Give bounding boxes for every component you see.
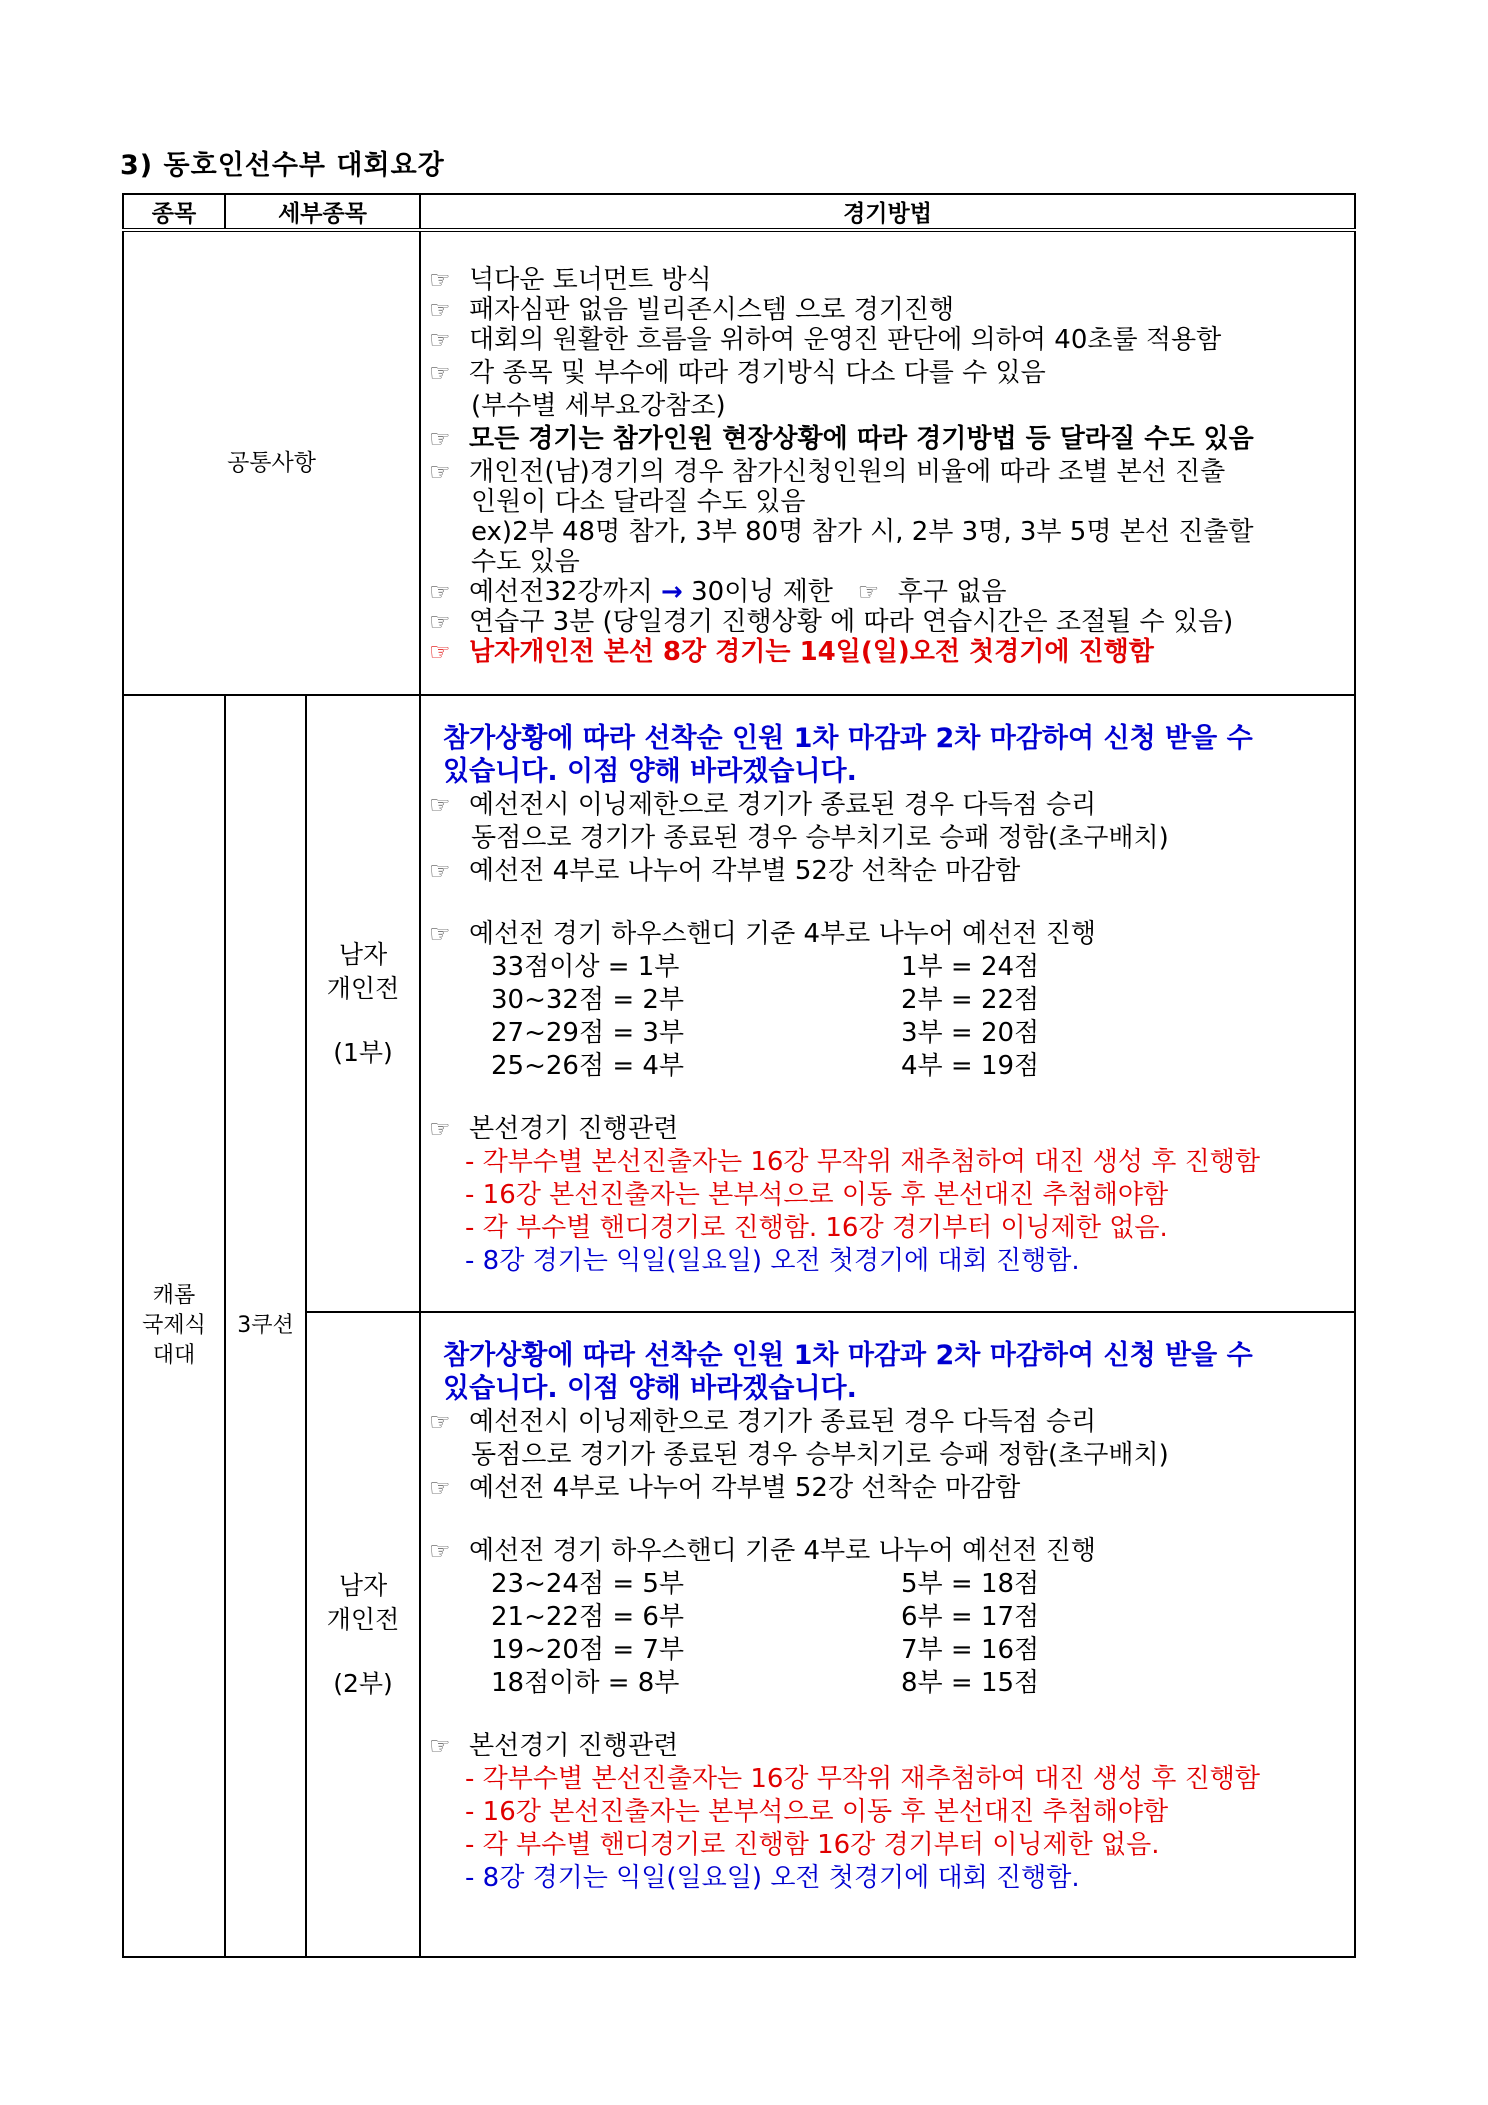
hand-icon: ☞ [429, 1474, 451, 1502]
notice-line: 참가상황에 따라 선착순 인원 1차 마감과 2차 마감하여 신청 받을 수 [443, 723, 1253, 754]
handicap-score: 1부 = 24점 [901, 952, 1040, 982]
hand-icon: ☞ [429, 857, 451, 885]
rule-line: 예선전 4부로 나누어 각부별 52강 선착순 마감함 [469, 1473, 1021, 1503]
division-1-label [306, 695, 420, 1312]
hand-icon: ☞ [429, 458, 451, 486]
rule-line: 예선전시 이닝제한으로 경기가 종료된 경우 다득점 승리 [469, 1407, 1097, 1437]
handicap-range: 27~29점 = 3부 [491, 1018, 685, 1048]
common-line: 인원이 다소 달라질 수도 있음 [471, 487, 806, 517]
handicap-range: 30~32점 = 2부 [491, 985, 685, 1015]
handicap-range: 19~20점 = 7부 [491, 1635, 685, 1665]
division-label-line: (1부) [333, 1037, 393, 1067]
handicap-row [429, 1018, 1354, 1051]
division-2-content [420, 1312, 1355, 1957]
hand-icon: ☞ [429, 1408, 451, 1436]
hand-icon: ☞ [429, 296, 451, 324]
hand-icon: ☞ [429, 791, 451, 819]
hand-icon: ☞ [429, 608, 451, 636]
section-title: 3) 동호인선수부 대회요강 [120, 150, 445, 181]
hand-icon: ☞ [429, 1732, 451, 1760]
division-label-line: (2부) [333, 1668, 393, 1698]
rule-line: 동점으로 경기가 종료된 경우 승부치기로 승패 정함(초구배치) [471, 1440, 1169, 1470]
hand-icon: ☞ [429, 638, 451, 666]
main-line: - 각부수별 본선진출자는 16강 무작위 재추첨하여 대진 생성 후 진행함 [465, 1147, 1260, 1177]
rule-line: 예선전 경기 하우스핸디 기준 4부로 나누어 예선전 진행 [469, 1536, 1096, 1566]
division-2-row [123, 1312, 1355, 1957]
main-title: 본선경기 진행관련 [469, 1114, 679, 1144]
handicap-row [429, 1668, 1354, 1701]
header-method: 경기방법 [420, 194, 1355, 230]
common-line: 대회의 원활한 흐름을 위하여 운영진 판단에 의하여 40초룰 적용함 [469, 325, 1222, 355]
common-line: ex)2부 48명 참가, 3부 80명 참가 시, 2부 3명, 3부 5명 본선 진출할 [471, 517, 1254, 547]
header-event: 종목 [123, 194, 225, 230]
main-line: - 각부수별 본선진출자는 16강 무작위 재추첨하여 대진 생성 후 진행함 [465, 1764, 1260, 1794]
division-label-line: 개인전 [326, 1604, 400, 1634]
handicap-row [429, 952, 1354, 985]
handicap-row [429, 1635, 1354, 1668]
notice-line: 참가상황에 따라 선착순 인원 1차 마감과 2차 마감하여 신청 받을 수 [443, 1340, 1253, 1371]
main-title: 본선경기 진행관련 [469, 1731, 679, 1761]
event-sub: 3쿠션 [225, 695, 306, 1957]
hand-icon: ☞ [857, 578, 880, 606]
hand-icon: ☞ [429, 326, 451, 354]
handicap-score: 3부 = 20점 [901, 1018, 1040, 1048]
common-content [420, 230, 1355, 695]
arrow-icon: → [661, 577, 683, 607]
main-line: - 8강 경기는 익일(일요일) 오전 첫경기에 대회 진행함. [465, 1246, 1080, 1276]
common-line: 후구 없음 [897, 577, 1007, 607]
division-label-line: 개인전 [326, 973, 400, 1003]
common-line: 30이닝 제한 [691, 577, 833, 607]
common-line: 각 종목 및 부수에 따라 경기방식 다소 다를 수 있음 [469, 358, 1046, 388]
common-row [123, 230, 1355, 695]
main-line: - 각 부수별 핸디경기로 진행함 16강 경기부터 이닝제한 없음. [465, 1830, 1160, 1860]
category-line: 대대 [152, 1343, 196, 1368]
common-line: 연습구 3분 (당일경기 진행상황 에 따라 연습시간은 조절될 수 있음) [469, 607, 1234, 637]
handicap-range: 18점이하 = 8부 [491, 1668, 680, 1698]
hand-icon: ☞ [429, 1537, 451, 1565]
common-line: (부수별 세부요강참조) [471, 391, 726, 421]
handicap-range: 23~24점 = 5부 [491, 1569, 685, 1599]
handicap-score: 5부 = 18점 [901, 1569, 1040, 1599]
rules-table [122, 193, 1356, 1958]
notice-line: 있습니다. 이점 양해 바라겠습니다. [443, 1373, 857, 1404]
division-1-content [420, 695, 1355, 1312]
common-line: 예선전32강까지 [469, 577, 653, 607]
handicap-score: 2부 = 22점 [901, 985, 1040, 1015]
rule-line: 예선전시 이닝제한으로 경기가 종료된 경우 다득점 승리 [469, 790, 1097, 820]
main-line: - 8강 경기는 익일(일요일) 오전 첫경기에 대회 진행함. [465, 1863, 1080, 1893]
rule-line: 동점으로 경기가 종료된 경우 승부치기로 승패 정함(초구배치) [471, 823, 1169, 853]
category-line: 국제식 [142, 1313, 206, 1338]
handicap-range: 33점이상 = 1부 [491, 952, 680, 982]
common-label: 공통사항 [123, 230, 420, 695]
division-label-line: 남자 [338, 1570, 388, 1600]
handicap-score: 8부 = 15점 [901, 1668, 1040, 1698]
main-line: - 16강 본선진출자는 본부석으로 이동 후 본선대진 추첨해야함 [465, 1797, 1169, 1827]
handicap-score: 4부 = 19점 [901, 1051, 1040, 1081]
common-line: 넉다운 토너먼트 방식 [469, 265, 712, 295]
common-line: 패자심판 없음 빌리존시스템 으로 경기진행 [469, 295, 955, 325]
hand-icon: ☞ [429, 578, 451, 606]
handicap-row [429, 1051, 1354, 1084]
handicap-range: 21~22점 = 6부 [491, 1602, 685, 1632]
table-header-row [123, 194, 1355, 230]
hand-icon: ☞ [429, 266, 451, 294]
hand-icon: ☞ [429, 425, 451, 453]
rule-line: 예선전 4부로 나누어 각부별 52강 선착순 마감함 [469, 856, 1021, 886]
common-line: 개인전(남)경기의 경우 참가신청인원의 비율에 따라 조별 본선 진출 [469, 457, 1226, 487]
division-2-label [306, 1312, 420, 1957]
handicap-row [429, 1602, 1354, 1635]
common-line-bold: 모든 경기는 참가인원 현장상황에 따라 경기방법 등 달라질 수도 있음 [469, 424, 1254, 454]
hand-icon: ☞ [429, 359, 451, 387]
hand-icon: ☞ [429, 1115, 451, 1143]
category-line: 캐롬 [152, 1283, 196, 1308]
handicap-range: 25~26점 = 4부 [491, 1051, 685, 1081]
handicap-score: 6부 = 17점 [901, 1602, 1040, 1632]
handicap-score: 7부 = 16점 [901, 1635, 1040, 1665]
main-line: - 각 부수별 핸디경기로 진행함. 16강 경기부터 이닝제한 없음. [465, 1213, 1168, 1243]
division-label-line: 남자 [338, 939, 388, 969]
header-sub-event: 세부종목 [225, 194, 420, 230]
hand-icon: ☞ [429, 920, 451, 948]
common-line-red: 남자개인전 본선 8강 경기는 14일(일)오전 첫경기에 진행함 [469, 637, 1154, 667]
notice-line: 있습니다. 이점 양해 바라겠습니다. [443, 756, 857, 787]
main-line: - 16강 본선진출자는 본부석으로 이동 후 본선대진 추첨해야함 [465, 1180, 1169, 1210]
common-line: 수도 있음 [471, 547, 580, 577]
rule-line: 예선전 경기 하우스핸디 기준 4부로 나누어 예선전 진행 [469, 919, 1096, 949]
handicap-row [429, 985, 1354, 1018]
event-category [123, 695, 225, 1957]
handicap-row [429, 1569, 1354, 1602]
division-1-row [123, 695, 1355, 1312]
